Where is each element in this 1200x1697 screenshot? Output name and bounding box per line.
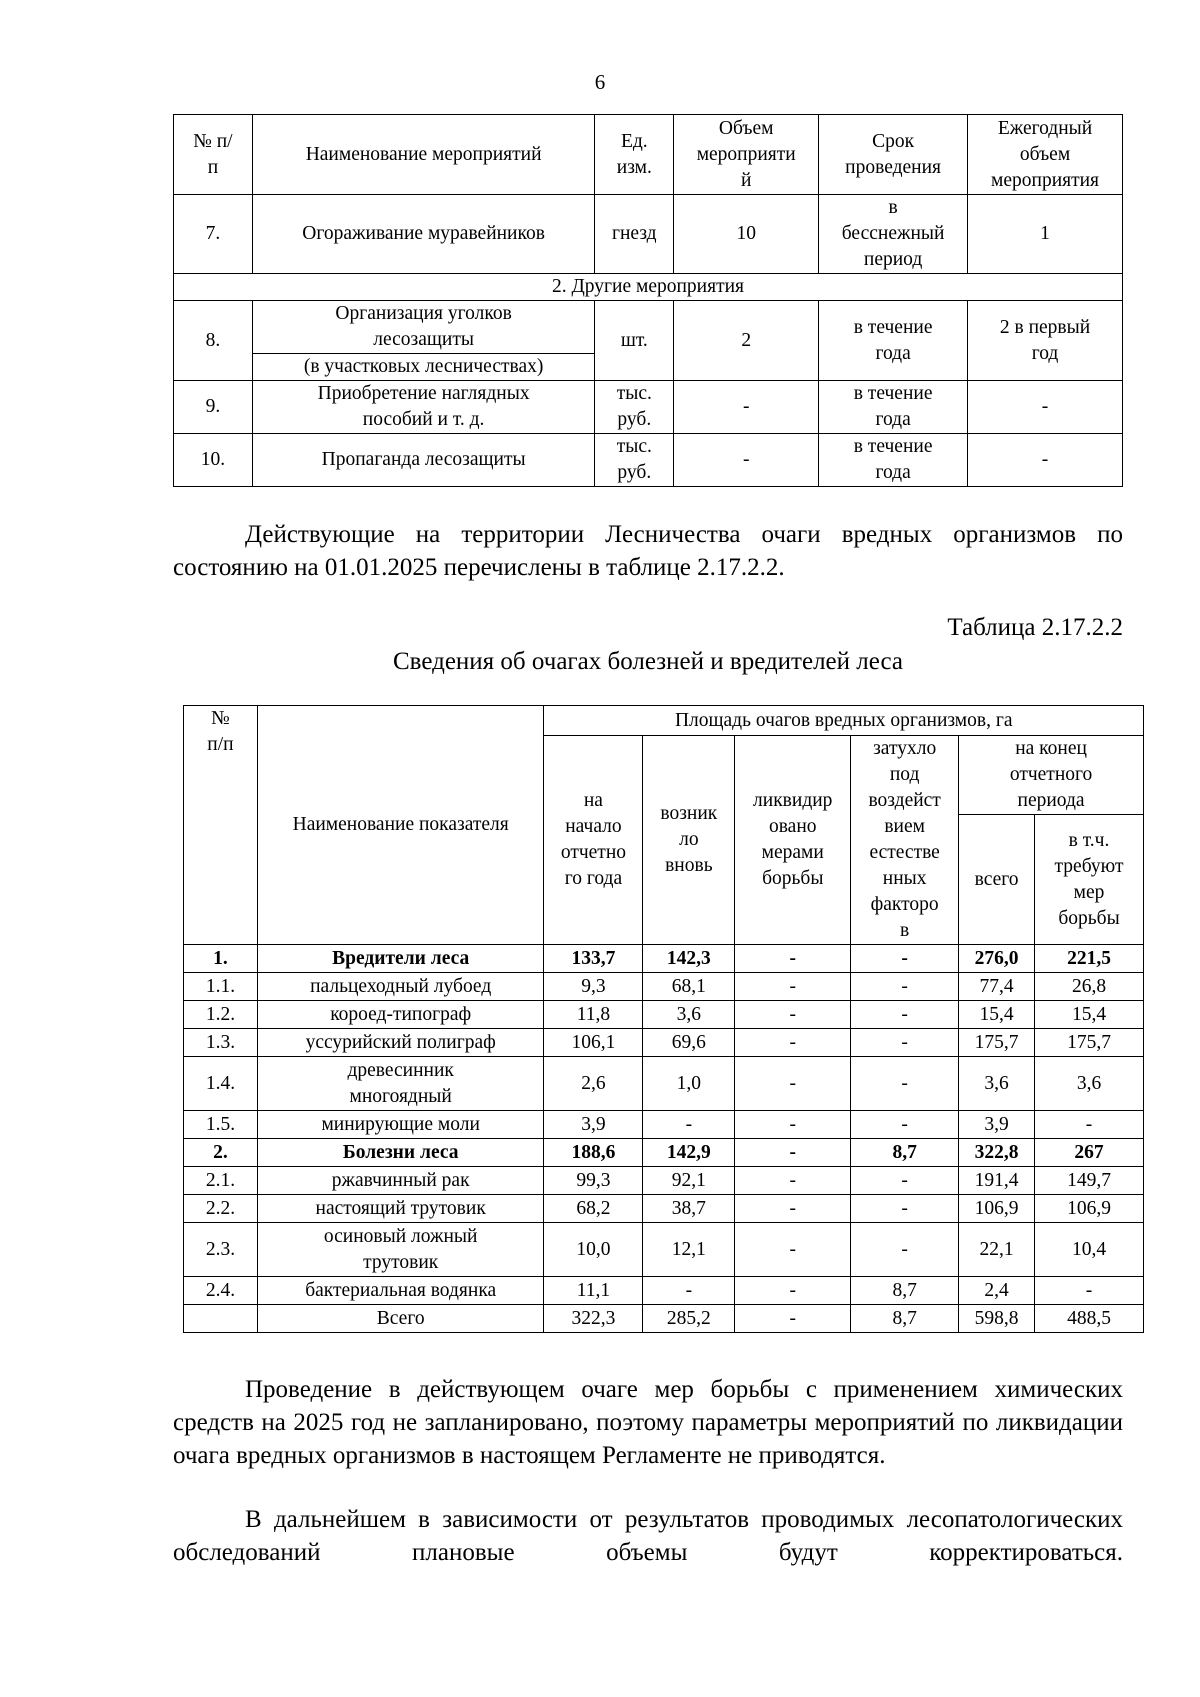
text-line: затухло xyxy=(873,738,937,759)
text-line: Ежегодный xyxy=(997,117,1093,139)
cell-name: Всего xyxy=(257,1305,544,1333)
text-line: борьбы xyxy=(1058,907,1120,929)
cell-total: 175,7 xyxy=(959,1029,1035,1057)
text-line: бесснежный xyxy=(841,223,945,244)
text-line: периода xyxy=(1017,790,1085,811)
cell-name: Огораживание муравейников xyxy=(252,195,594,274)
cell-volume: - xyxy=(674,434,819,487)
cell-name: Болезни леса xyxy=(257,1139,544,1167)
cell-num: 2.1. xyxy=(184,1167,258,1195)
cell-num: 9. xyxy=(174,381,253,434)
cell-faded: 8,7 xyxy=(851,1139,959,1167)
text-line: воздейст xyxy=(868,790,941,811)
table-row xyxy=(184,1029,1144,1057)
cell-num: 1.3. xyxy=(184,1029,258,1057)
header-start xyxy=(544,736,643,945)
cell-num: 7. xyxy=(174,195,253,274)
cell-volume: 10 xyxy=(674,195,819,274)
text-line: № п/ xyxy=(193,130,233,152)
header-need xyxy=(1035,815,1144,945)
cell-name xyxy=(257,1057,544,1111)
text-line: факторо xyxy=(870,894,939,915)
text-line: № xyxy=(211,708,230,729)
cell-start: 3,9 xyxy=(544,1111,643,1139)
cell-need: 267 xyxy=(1035,1139,1144,1167)
text-line: на конец xyxy=(1015,738,1087,759)
cell-start: 11,8 xyxy=(544,1001,643,1029)
cell-need: 3,6 xyxy=(1035,1057,1144,1111)
table-row xyxy=(184,1195,1144,1223)
cell-total: 15,4 xyxy=(959,1001,1035,1029)
cell-term xyxy=(819,434,968,487)
text-line: го года xyxy=(564,868,623,889)
text-line: овано xyxy=(768,816,817,837)
cell-num: 2. xyxy=(184,1139,258,1167)
cell-num: 1.2. xyxy=(184,1001,258,1029)
cell-total: 3,6 xyxy=(959,1057,1035,1111)
text-line: мер xyxy=(1073,881,1105,903)
cell-volume: - xyxy=(674,381,819,434)
cell-liquidated: - xyxy=(735,1305,851,1333)
cell-name: настоящий трутовик xyxy=(257,1195,544,1223)
table-row xyxy=(184,1167,1144,1195)
text-line: объем xyxy=(1019,143,1071,165)
text-line: 2 в первый xyxy=(999,316,1091,338)
cell-total: 22,1 xyxy=(959,1223,1035,1277)
cell-name xyxy=(252,301,594,354)
cell-start: 106,1 xyxy=(544,1029,643,1057)
text-line: нных xyxy=(882,868,927,889)
text-line: тыс. xyxy=(616,383,652,404)
cell-new: 69,6 xyxy=(643,1029,735,1057)
text-line: й xyxy=(740,169,752,191)
text-line: Организация уголков xyxy=(335,303,512,324)
cell-term xyxy=(819,381,968,434)
table-row xyxy=(184,1305,1144,1333)
cell-name xyxy=(257,1223,544,1277)
text-line: в течение xyxy=(853,436,933,457)
cell-faded: - xyxy=(851,1223,959,1277)
pest-table-body xyxy=(184,945,1144,1333)
text-line: в течение xyxy=(853,383,933,404)
cell-need: 488,5 xyxy=(1035,1305,1144,1333)
cell-num: 2.2. xyxy=(184,1195,258,1223)
cell-faded: - xyxy=(851,1001,959,1029)
header-volume xyxy=(674,115,819,195)
text-line: начало xyxy=(565,816,622,837)
text-line: древесинник xyxy=(347,1059,454,1081)
cell-num: 10. xyxy=(174,434,253,487)
text-line: период xyxy=(863,249,923,270)
pest-header-row-1 xyxy=(184,706,1144,736)
text-line: мерами xyxy=(761,842,824,863)
text-line: мероприяти xyxy=(696,143,796,165)
table-row xyxy=(184,1223,1144,1277)
text-line: в течение xyxy=(853,316,933,338)
cell-total: 77,4 xyxy=(959,973,1035,1001)
cell-liquidated: - xyxy=(735,1167,851,1195)
cell-total: 3,9 xyxy=(959,1111,1035,1139)
cell-unit: гнезд xyxy=(595,195,674,274)
table-row xyxy=(184,1001,1144,1029)
text-line: Срок xyxy=(872,130,915,152)
header-name: Наименование мероприятий xyxy=(252,115,594,195)
cell-new: 142,3 xyxy=(643,945,735,973)
cell-num: 2.3. xyxy=(184,1223,258,1277)
cell-name: ржавчинный рак xyxy=(257,1167,544,1195)
cell-new: 38,7 xyxy=(643,1195,735,1223)
cell-new: 142,9 xyxy=(643,1139,735,1167)
cell-new: - xyxy=(643,1277,735,1305)
header-area: Площадь очагов вредных организмов, га xyxy=(544,706,1144,736)
cell-new: 68,1 xyxy=(643,973,735,1001)
text-line: в xyxy=(888,197,898,218)
cell-liquidated: - xyxy=(735,973,851,1001)
cell-name xyxy=(252,381,594,434)
text-line: вием xyxy=(884,816,925,837)
text-line: возник xyxy=(660,803,718,824)
cell-liquidated: - xyxy=(735,945,851,973)
cell-need: 15,4 xyxy=(1035,1001,1144,1029)
table-row xyxy=(184,1277,1144,1305)
cell-new: 3,6 xyxy=(643,1001,735,1029)
pest-foci-table xyxy=(183,705,1144,1333)
cell-start: 99,3 xyxy=(544,1167,643,1195)
text-line: год xyxy=(1031,342,1059,364)
text-line: руб. xyxy=(617,409,652,430)
cell-name: Вредители леса xyxy=(257,945,544,973)
cell-total: 598,8 xyxy=(959,1305,1035,1333)
cell-total: 276,0 xyxy=(959,945,1035,973)
cell-num: 1.4. xyxy=(184,1057,258,1111)
cell-start: 68,2 xyxy=(544,1195,643,1223)
page-number: 6 xyxy=(594,70,606,94)
table-title: Сведения об очагах болезней и вредителей леса xyxy=(393,648,903,675)
cell-num xyxy=(184,1305,258,1333)
table-row xyxy=(184,945,1144,973)
cell-need: 175,7 xyxy=(1035,1029,1144,1057)
cell-liquidated: - xyxy=(735,1139,851,1167)
cell-need: 149,7 xyxy=(1035,1167,1144,1195)
text-line: Приобретение наглядных xyxy=(317,383,530,404)
text-line: года xyxy=(875,462,911,483)
measures-section-row xyxy=(174,274,1123,301)
text-line: мероприятия xyxy=(991,169,1100,191)
cell-faded: - xyxy=(851,1111,959,1139)
cell-name: бактериальная водянка xyxy=(257,1277,544,1305)
cell-num: 1.1. xyxy=(184,973,258,1001)
cell-start: 9,3 xyxy=(544,973,643,1001)
cell-name: короед-типограф xyxy=(257,1001,544,1029)
measures-table xyxy=(173,114,1123,487)
cell-name: уссурийский полиграф xyxy=(257,1029,544,1057)
text-line: Ед. xyxy=(620,130,648,152)
cell-name: минирующие моли xyxy=(257,1111,544,1139)
cell-new: 92,1 xyxy=(643,1167,735,1195)
cell-num: 1.5. xyxy=(184,1111,258,1139)
text-line: многоядный xyxy=(349,1085,452,1107)
text-line: отчетного xyxy=(1009,764,1093,785)
cell-faded: - xyxy=(851,1167,959,1195)
text-line: на xyxy=(583,790,603,811)
cell-start: 2,6 xyxy=(544,1057,643,1111)
paragraph-chemicals: Проведение в действующем очаге мер борьбы с применением химических средств на 2025 год не запланировано, поэтому параметры мероприятий по ликвидации очага вредных организмов в настоящем Регламенте не приводятся. xyxy=(173,1376,1123,1469)
cell-start: 10,0 xyxy=(544,1223,643,1277)
text-line: Объем xyxy=(718,117,774,139)
text-line: осиновый ложный xyxy=(323,1225,478,1247)
cell-total: 191,4 xyxy=(959,1167,1035,1195)
cell-name: Пропаганда лесозащиты xyxy=(252,434,594,487)
cell-total: 322,8 xyxy=(959,1139,1035,1167)
cell-name-sub: (в участковых лесничествах) xyxy=(252,354,594,381)
measures-row-8 xyxy=(174,301,1123,354)
text-line: руб. xyxy=(617,462,652,483)
table-caption: Таблица 2.17.2.2 xyxy=(947,614,1123,641)
text-line: лесозащиты xyxy=(373,329,474,350)
paragraph-intro: Действующие на территории Лесничества очаги вредных организмов по состоянию на 01.01.2025 перечислены в таблице 2.17.2.2. xyxy=(173,521,1123,581)
header-faded xyxy=(851,736,959,945)
header-term xyxy=(819,115,968,195)
text-line: вновь xyxy=(665,855,713,876)
header-unit xyxy=(595,115,674,195)
cell-faded: - xyxy=(851,973,959,1001)
table-row xyxy=(184,1139,1144,1167)
header-total: всего xyxy=(959,815,1035,945)
text-line: ло xyxy=(679,829,699,850)
text-line: п xyxy=(207,156,219,178)
cell-liquidated: - xyxy=(735,1223,851,1277)
cell-liquidated: - xyxy=(735,1001,851,1029)
cell-total: 106,9 xyxy=(959,1195,1035,1223)
cell-term xyxy=(819,195,968,274)
cell-faded: - xyxy=(851,1029,959,1057)
cell-unit: шт. xyxy=(595,301,674,381)
cell-start: 322,3 xyxy=(544,1305,643,1333)
text-line: под xyxy=(889,764,920,785)
cell-volume: 2 xyxy=(674,301,819,381)
cell-num: 8. xyxy=(174,301,253,381)
cell-new: 12,1 xyxy=(643,1223,735,1277)
header-name: Наименование показателя xyxy=(257,706,544,945)
cell-faded: - xyxy=(851,1195,959,1223)
cell-need: - xyxy=(1035,1111,1144,1139)
cell-annual: - xyxy=(968,381,1123,434)
cell-liquidated: - xyxy=(735,1277,851,1305)
cell-need: - xyxy=(1035,1277,1144,1305)
cell-total: 2,4 xyxy=(959,1277,1035,1305)
cell-liquidated: - xyxy=(735,1111,851,1139)
header-liquidated xyxy=(735,736,851,945)
header-annual xyxy=(968,115,1123,195)
cell-start: 188,6 xyxy=(544,1139,643,1167)
table-row xyxy=(184,1057,1144,1111)
text-line: естестве xyxy=(869,842,940,863)
cell-need: 26,8 xyxy=(1035,973,1144,1001)
header-end xyxy=(959,736,1144,815)
text-line: ликвидир xyxy=(753,790,833,811)
table-row xyxy=(184,973,1144,1001)
cell-faded: 8,7 xyxy=(851,1277,959,1305)
cell-faded: 8,7 xyxy=(851,1305,959,1333)
text-line: требуют xyxy=(1054,855,1124,877)
cell-annual: 1 xyxy=(968,195,1123,274)
cell-need: 221,5 xyxy=(1035,945,1144,973)
text-line: пособий и т. д. xyxy=(362,409,485,430)
text-line: года xyxy=(875,409,911,430)
section-title: 2. Другие мероприятия xyxy=(174,274,1123,301)
cell-faded: - xyxy=(851,1057,959,1111)
cell-num: 1. xyxy=(184,945,258,973)
text-line: проведения xyxy=(845,156,942,178)
text-line: изм. xyxy=(616,156,652,178)
cell-liquidated: - xyxy=(735,1195,851,1223)
text-line: тыс. xyxy=(616,436,652,457)
cell-start: 11,1 xyxy=(544,1277,643,1305)
cell-liquidated: - xyxy=(735,1057,851,1111)
cell-name: пальцеходный лубоед xyxy=(257,973,544,1001)
cell-unit xyxy=(595,381,674,434)
paragraph-future: В дальнейшем в зависимости от результатов проводимых лесопатологических обследований плановые объемы будут корректироваться. xyxy=(173,1506,1123,1566)
cell-new: 285,2 xyxy=(643,1305,735,1333)
table-row xyxy=(184,1111,1144,1139)
cell-annual: - xyxy=(968,434,1123,487)
header-num xyxy=(174,115,253,195)
text-line: в xyxy=(900,920,910,941)
cell-new: 1,0 xyxy=(643,1057,735,1111)
text-line: в т.ч. xyxy=(1068,829,1110,851)
measures-row-10 xyxy=(174,434,1123,487)
cell-liquidated: - xyxy=(735,1029,851,1057)
text-line: борьбы xyxy=(762,868,824,889)
measures-header-row xyxy=(174,115,1123,195)
cell-term xyxy=(819,301,968,381)
text-line: трутовик xyxy=(363,1251,439,1273)
cell-start: 133,7 xyxy=(544,945,643,973)
cell-unit xyxy=(595,434,674,487)
cell-num: 2.4. xyxy=(184,1277,258,1305)
header-new xyxy=(643,736,735,945)
text-line: п/п xyxy=(207,734,234,755)
header-num xyxy=(184,706,258,945)
cell-need: 106,9 xyxy=(1035,1195,1144,1223)
cell-annual xyxy=(968,301,1123,381)
cell-new: - xyxy=(643,1111,735,1139)
text-line: года xyxy=(875,342,911,364)
measures-row-7 xyxy=(174,195,1123,274)
cell-faded: - xyxy=(851,945,959,973)
text-line: отчетно xyxy=(560,842,627,863)
measures-row-9 xyxy=(174,381,1123,434)
cell-need: 10,4 xyxy=(1035,1223,1144,1277)
